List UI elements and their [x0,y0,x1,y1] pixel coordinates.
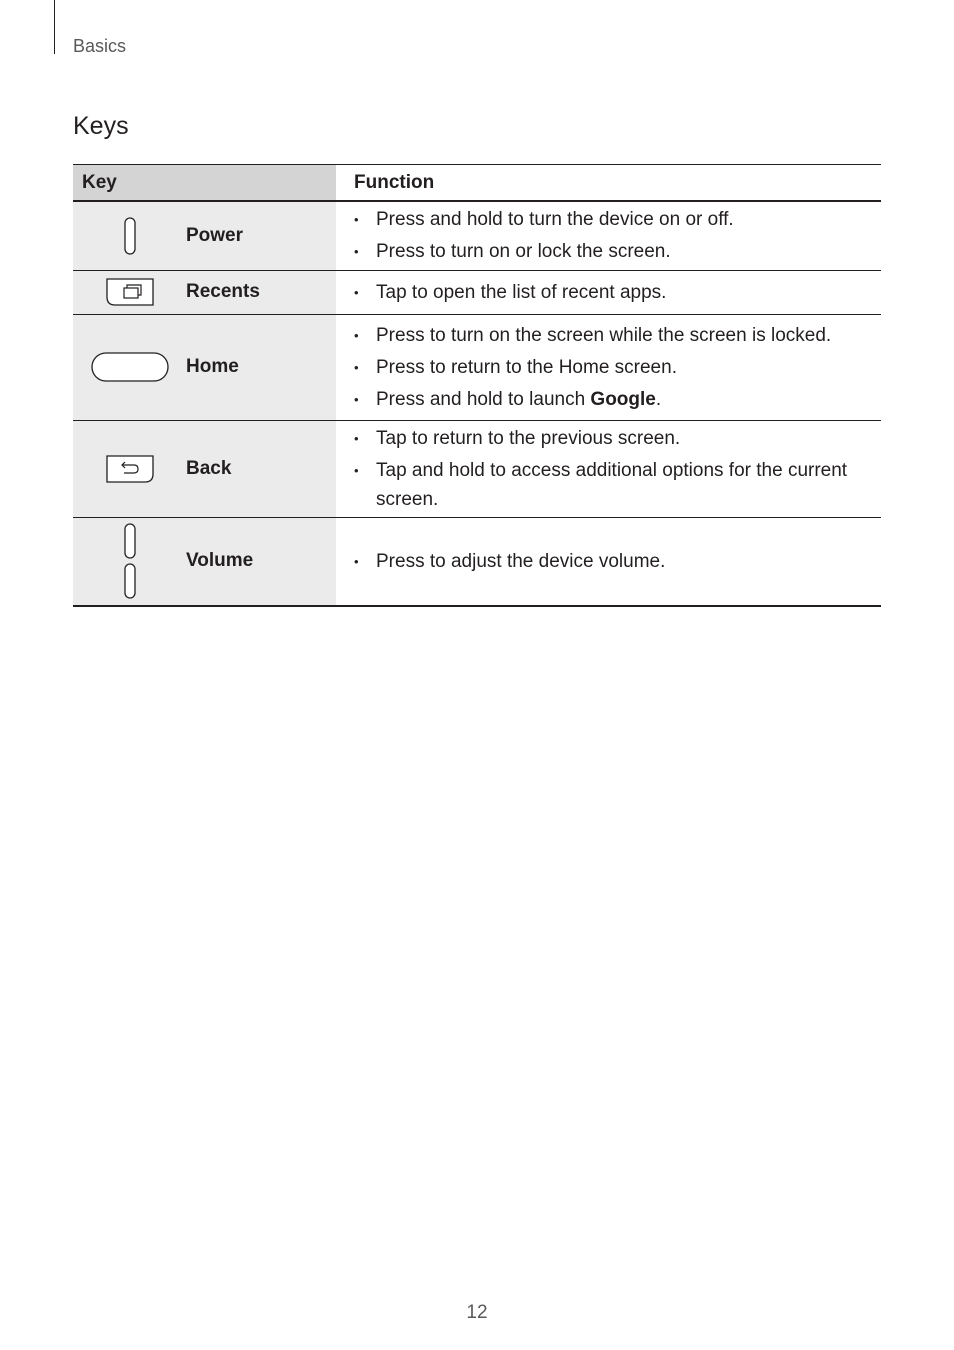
function-item: • Tap to open the list of recent apps. [354,278,881,307]
function-item: • Tap to return to the previous screen. [354,424,881,453]
key-name: Volume [186,550,254,572]
key-cell [73,201,336,270]
function-cell [336,270,881,314]
function-item: • Tap and hold to access additional options for the current screen. [354,456,881,514]
running-header: Basics [73,36,127,56]
function-item: • Press and hold to turn the device on or off. [354,205,881,234]
function-cell [336,314,881,420]
table-row-back [73,420,881,517]
power-key-icon [73,217,186,255]
table-row-volume [73,517,881,606]
key-name: Back [186,457,232,479]
key-cell [73,270,336,314]
recents-key-icon [73,277,186,307]
app-name-google: Google [590,388,656,410]
key-cell [73,420,336,517]
keys-table [73,164,881,607]
function-item: • Press and hold to launch Google. [354,385,881,414]
table-row-power [73,201,881,270]
column-header-function: Function [336,165,881,202]
volume-key-icon [73,523,186,599]
function-item: • Press to turn on or lock the screen. [354,237,881,266]
key-name: Home [186,356,239,377]
column-header-key: Key [73,165,336,202]
function-cell [336,201,881,270]
back-key-icon [73,454,186,484]
function-cell [336,420,881,517]
margin-rule [54,0,55,54]
key-name: Power [186,224,244,246]
table-header-row [73,165,881,202]
table-row-home [73,314,881,420]
key-name: Recents [186,281,260,302]
function-item: • Press to return to the Home screen. [354,353,881,382]
page-number: 12 [466,1302,488,1323]
function-item: • Press to turn on the screen while the screen is locked. [354,321,881,350]
function-item: • Press to adjust the device volume. [354,547,881,576]
section-title: Keys [73,112,129,140]
key-cell [73,517,336,606]
function-cell [336,517,881,606]
table-row-recents [73,270,881,314]
home-key-icon [73,352,186,382]
key-cell [73,314,336,420]
